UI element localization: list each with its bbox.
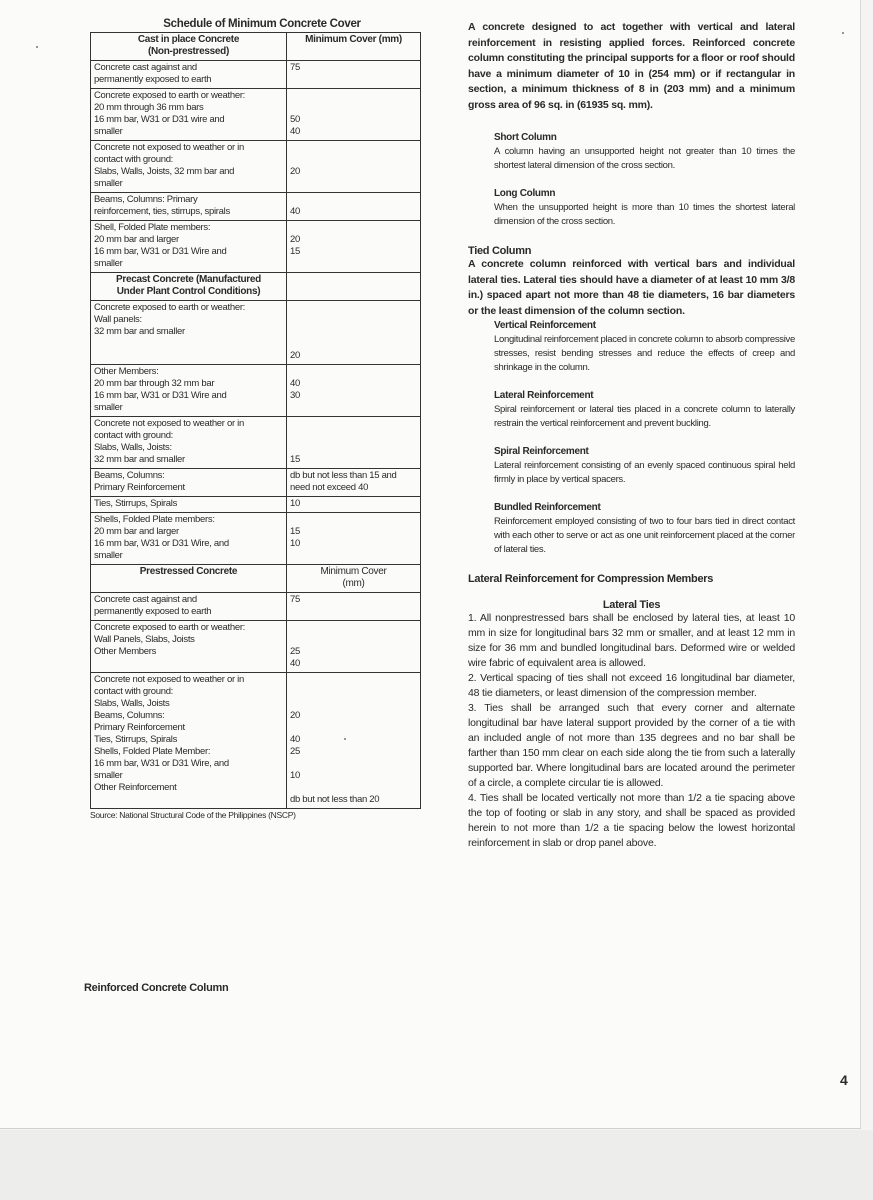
row-minimum-cover: 25 40 xyxy=(287,621,421,673)
row-description: Concrete exposed to earth or weather: Wall panels: 32 mm bar and smaller xyxy=(91,301,287,365)
table-row xyxy=(91,497,421,513)
scan-bottom-margin xyxy=(0,1130,873,1200)
section-header-label: Precast Concrete (Manufactured Under Plant Control Conditions) xyxy=(91,273,287,301)
row-description: Shell, Folded Plate members: 20 mm bar and larger 16 mm bar, W31 or D31 Wire and smaller xyxy=(91,221,287,273)
table-row xyxy=(91,61,421,89)
table-row xyxy=(91,621,421,673)
header-cast-in-place: Cast in place Concrete (Non-prestressed) xyxy=(91,33,287,61)
short-column-def xyxy=(494,131,795,173)
page-number: 4 xyxy=(840,1072,848,1088)
row-description: Other Members: 20 mm bar through 32 mm bar 16 mm bar, W31 or D31 Wire and smaller xyxy=(91,365,287,417)
tied-column-heading: Tied Column xyxy=(468,245,532,257)
row-minimum-cover: 15 xyxy=(287,417,421,469)
row-description: Concrete cast against and permanently exposed to earth xyxy=(91,593,287,621)
row-description: Concrete not exposed to weather or in contact with ground: Slabs, Walls, Joists Beams, Columns: Primary Reinforcement Ties, Stirrups, Spirals Shells, Folded Plate Member: 16 mm bar, W31 or D31 Wire, and smaller Other Reinforcement xyxy=(91,673,287,809)
bundled-reinforcement-term: Bundled Reinforcement xyxy=(494,502,601,513)
row-description: Concrete not exposed to weather or in contact with ground: Slabs, Walls, Joists: 32 mm bar and smaller xyxy=(91,417,287,469)
row-minimum-cover: 20 15 xyxy=(287,221,421,273)
section-header-label: Prestressed Concrete xyxy=(91,565,287,593)
row-description: Shells, Folded Plate members: 20 mm bar and larger 16 mm bar, W31 or D31 Wire, and smaller xyxy=(91,513,287,565)
table-header-row xyxy=(91,33,421,61)
row-description: Concrete exposed to earth or weather: 20 mm through 36 mm bars 16 mm bar, W31 or D31 wire and smaller xyxy=(91,89,287,141)
row-minimum-cover: 50 40 xyxy=(287,89,421,141)
table-row xyxy=(91,221,421,273)
row-minimum-cover: 20 40 25 10 db but not less than 20 xyxy=(287,673,421,809)
table-row xyxy=(91,301,421,365)
table-section-header-row xyxy=(91,273,421,301)
row-minimum-cover: 10 xyxy=(287,497,421,513)
vertical-reinforcement-def xyxy=(494,319,795,375)
section-subtitle: Reinforced Concrete Column xyxy=(84,982,229,994)
lateral-reinforcement-term: Lateral Reinforcement xyxy=(494,390,594,401)
table-row xyxy=(91,141,421,193)
row-minimum-cover: 15 10 xyxy=(287,513,421,565)
row-minimum-cover: 40 30 xyxy=(287,365,421,417)
row-minimum-cover: 75 xyxy=(287,593,421,621)
table-row xyxy=(91,193,421,221)
bundled-reinforcement-def xyxy=(494,501,795,557)
row-description: Beams, Columns: Primary reinforcement, ties, stirrups, spirals xyxy=(91,193,287,221)
table-source-note: Source: National Structural Code of the Philippines (NSCP) xyxy=(90,810,296,820)
right-column xyxy=(468,20,795,851)
header-minimum-cover: Minimum Cover (mm) xyxy=(287,33,421,61)
lateral-compression-heading: Lateral Reinforcement for Compression Members xyxy=(468,573,714,585)
short-column-term: Short Column xyxy=(494,132,557,143)
lateral-reinforcement-text: Spiral reinforcement or lateral ties placed in a concrete column to laterally restrain the vertical reinforcement and prevent buckling. xyxy=(494,404,795,429)
row-minimum-cover: 40 xyxy=(287,193,421,221)
long-column-def xyxy=(494,187,795,229)
table-row xyxy=(91,89,421,141)
spiral-reinforcement-text: Lateral reinforcement consisting of an evenly spaced continuous spiral held firmly in place by vertical spacers. xyxy=(494,460,795,485)
vertical-reinforcement-text: Longitudinal reinforcement placed in concrete column to absorb compressive stresses, resist bending stresses and reduce the effects of creep and shrinkage in the column. xyxy=(494,334,795,373)
table-section-header-row xyxy=(91,565,421,593)
row-minimum-cover: 20 xyxy=(287,141,421,193)
row-description: Ties, Stirrups, Spirals xyxy=(91,497,287,513)
short-column-text: A column having an unsupported height not greater than 10 times the shortest lateral dimension of the cross section. xyxy=(494,146,795,171)
lateral-ties-item-4: 4. Ties shall be located vertically not more than 1/2 a tie spacing above the top of footing or slab in any story, and shall be spaced as provided herein to not more than 1/2 a tie spacing below the lowest horizontal reinforcement in slab or drop panel above. xyxy=(468,792,795,849)
scan-speck xyxy=(36,46,38,48)
table-row xyxy=(91,469,421,497)
table-row xyxy=(91,513,421,565)
left-column xyxy=(90,18,426,820)
long-column-text: When the unsupported height is more than 10 times the shortest lateral dimension of the cross section. xyxy=(494,202,795,227)
lateral-ties-heading: Lateral Ties xyxy=(602,599,661,611)
long-column-term: Long Column xyxy=(494,188,556,199)
row-minimum-cover: db but not less than 15 and need not exceed 40 xyxy=(287,469,421,497)
row-description: Beams, Columns: Primary Reinforcement xyxy=(91,469,287,497)
section-header-cover xyxy=(287,273,421,301)
table-row xyxy=(91,593,421,621)
lateral-ties-item-1: 1. All nonprestressed bars shall be enclosed by lateral ties, at least 10 mm in size for longitudinal bars 32 mm or smaller, and at least 12 mm in size for 36 mm and bundled longitudinal bars. Deformed wire or welded wire fabric of equivalent area is allowed. xyxy=(468,612,795,669)
tied-column-text: A concrete column reinforced with vertical bars and individual lateral ties. Lateral ties should have a diameter of at least 10 mm 3/8 in.) spaced apart not more than 48 tie diameters, 16 bar diameters or the least dimension of the column section. xyxy=(468,258,795,317)
scan-speck xyxy=(344,738,346,740)
table-row xyxy=(91,417,421,469)
scan-speck xyxy=(842,32,844,34)
row-minimum-cover: 75 xyxy=(287,61,421,89)
row-description: Concrete not exposed to weather or in contact with ground: Slabs, Walls, Joists, 32 mm bar and smaller xyxy=(91,141,287,193)
table-title: Schedule of Minimum Concrete Cover xyxy=(163,18,361,30)
spiral-reinforcement-def xyxy=(494,445,795,487)
row-description: Concrete cast against and permanently exposed to earth xyxy=(91,61,287,89)
vertical-reinforcement-term: Vertical Reinforcement xyxy=(494,320,596,331)
row-minimum-cover: 20 xyxy=(287,301,421,365)
table-row xyxy=(91,365,421,417)
table-row xyxy=(91,673,421,809)
section-header-cover: Minimum Cover (mm) xyxy=(287,565,421,593)
row-description: Concrete exposed to earth or weather: Wall Panels, Slabs, Joists Other Members xyxy=(91,621,287,673)
lateral-ties-item-3: 3. Ties shall be arranged such that every corner and alternate longitudinal bar have lateral support provided by the corner of a tie with an included angle of not more than 135 degrees and no bar shall be farther than 150 mm clear on each side along the tie from such a laterally supported bar. Where longitudinal bars are located around the perimeter of a circle, a complete circular tie is allowed. xyxy=(468,702,795,789)
lateral-reinforcement-def xyxy=(494,389,795,431)
bundled-reinforcement-text: Reinforcement employed consisting of two to four bars tied in direct contact with each other to serve or act as one unit reinforcement placed at the corner of lateral ties. xyxy=(494,516,795,555)
spiral-reinforcement-term: Spiral Reinforcement xyxy=(494,446,589,457)
intro-paragraph: A concrete designed to act together with vertical and lateral reinforcement in resisting applied forces. Reinforced concrete column constituting the principal supports for a floor or roof should have a minimum diameter of 10 in (254 mm) or if rectangular in section, a minimum thickness of 8 in (203 mm) and a minimum gross area of 96 sq. in (61935 sq. mm). xyxy=(468,21,795,111)
concrete-cover-table xyxy=(90,32,421,809)
lateral-ties-item-2: 2. Vertical spacing of ties shall not exceed 16 longitudinal bar diameter, 48 tie diameters, or least dimension of the compression member. xyxy=(468,672,795,699)
